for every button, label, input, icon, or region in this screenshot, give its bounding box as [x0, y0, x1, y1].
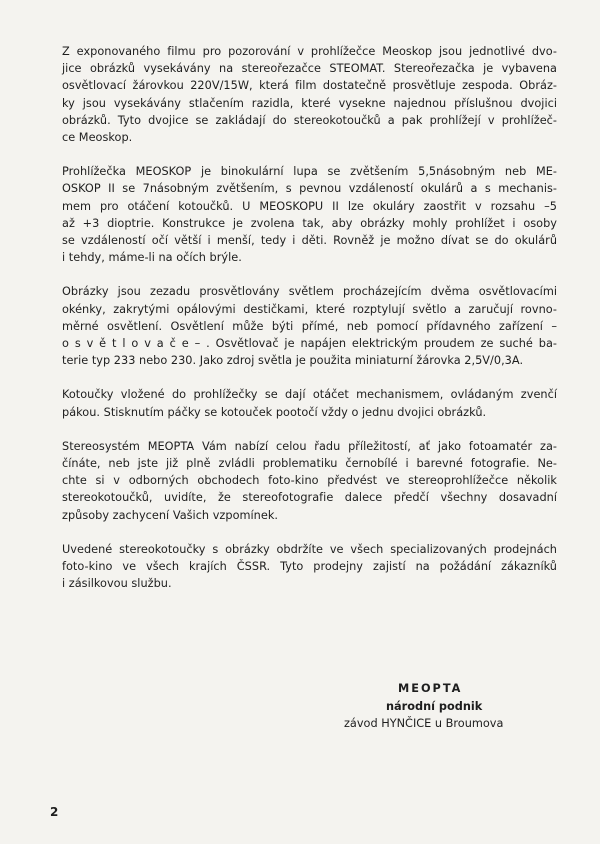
paragraph-film-cutting: [62, 43, 557, 146]
company-type: národní podnik: [386, 699, 483, 713]
paragraph-stereosystem: [62, 438, 557, 524]
text-line: Obrázky jsou zezadu prosvětlovány světlem procházejícím dvěma osvětlovacími: [62, 285, 557, 299]
text-line: terie typ 233 nebo 230. Jako zdroj světla je použita miniaturní žárovka 2,5V/0,3A.: [62, 354, 524, 368]
text-line: o s v ě t l o v a č e – . Osvětlovač je napájen elektrickým proudem ze suché ba-: [62, 337, 557, 351]
text-line: obrázků. Tyto dvojice se zakládají do stereokotoučků a pak prohlížejí v prohlížeč-: [62, 113, 557, 127]
text-line: stereokotoučků, uvidíte, že stereofotografie dalece předčí všechny dosavadní: [62, 491, 557, 505]
text-line: i zásilkovou službu.: [62, 577, 172, 591]
text-line: Kotoučky vložené do prohlížečky se dají otáčet mechanismem, ovládaným zvenčí: [62, 388, 557, 402]
page-number: 2: [50, 805, 59, 819]
paragraph-disc-rotation: [62, 386, 557, 420]
text-line: OSKOP II se 7násobným zvětšením, s pevnou vzdáleností okulárů a s mechanis-: [62, 182, 557, 196]
text-line: Stereosystém MEOPTA Vám nabízí celou řadu příležitostí, ať jako fotoamatér za-: [62, 439, 557, 453]
text-line: mem pro otáčení kotoučků. U MEOSKOPU II lze okuláry zaostřit v rozsahu –5: [62, 199, 557, 213]
text-line: i tehdy, máme-li na očích brýle.: [62, 251, 242, 265]
text-line: až +3 dioptrie. Konstrukce je zvolena tak, aby obrázky mohly prohlížet i osoby: [62, 216, 557, 230]
company-name: MEOPTA: [398, 682, 463, 695]
text-line: měrné osvětlení. Osvětlení může býti přímé, neb pomocí přídavného zařízení –: [62, 319, 557, 333]
text-line: čínáte, neb jste již plně zvládli problematiku černobílé i barevné fotografie. Ne-: [62, 457, 557, 471]
text-line: osvětlovací žárovkou 220V/15W, která film dostatečně prosvětluje zespoda. Obráz-: [62, 79, 557, 93]
text-line: pákou. Stisknutím páčky se kotouček pootočí vždy o jednu dvojici obrázků.: [62, 405, 487, 419]
text-line: Uvedené stereokotoučky s obrázky obdržíte ve všech specializovaných prodejnách: [62, 542, 557, 556]
text-line: Prohlížečka MEOSKOP je binokulární lupa se zvětšením 5,5násobným neb ME-: [62, 165, 557, 179]
text-line: se vzdáleností očí větší i menší, tedy i děti. Rovněž je možno dívat se do okulárů: [62, 234, 557, 248]
company-plant: závod HYNČICE u Broumova: [344, 717, 504, 730]
paragraph-availability: [62, 541, 557, 593]
text-line: ky jsou vysekávány stlačením razidla, které vysekne najednou příslušnou dvojici: [62, 96, 557, 110]
text-line: způsoby zachycení Vašich vzpomínek.: [62, 508, 279, 522]
text-line: foto-kino ve všech krajích ČSSR. Tyto prodejny zajistí na požádání zákazníků: [62, 560, 557, 574]
signature-block: [344, 680, 574, 733]
paragraph-meoskop-viewer: [62, 163, 557, 266]
text-line: Z exponovaného filmu pro pozorování v prohlížečce Meoskop jsou jednotlivé dvo-: [62, 45, 557, 58]
text-line: okénky, zakrytými opálovými destičkami, které rozptylují světlo a zaručují rovno-: [62, 302, 557, 316]
text-line: jice obrázků vysekávány na stereořezačce STEOMAT. Stereořezačka je vybavena: [62, 62, 557, 76]
body-text: [62, 43, 557, 609]
text-line: chte si v odborných obchodech foto-kino předvést ve stereoprohlížečce několik: [62, 474, 557, 488]
paragraph-illumination: [62, 283, 557, 369]
text-line: ce Meoskop.: [62, 131, 133, 145]
